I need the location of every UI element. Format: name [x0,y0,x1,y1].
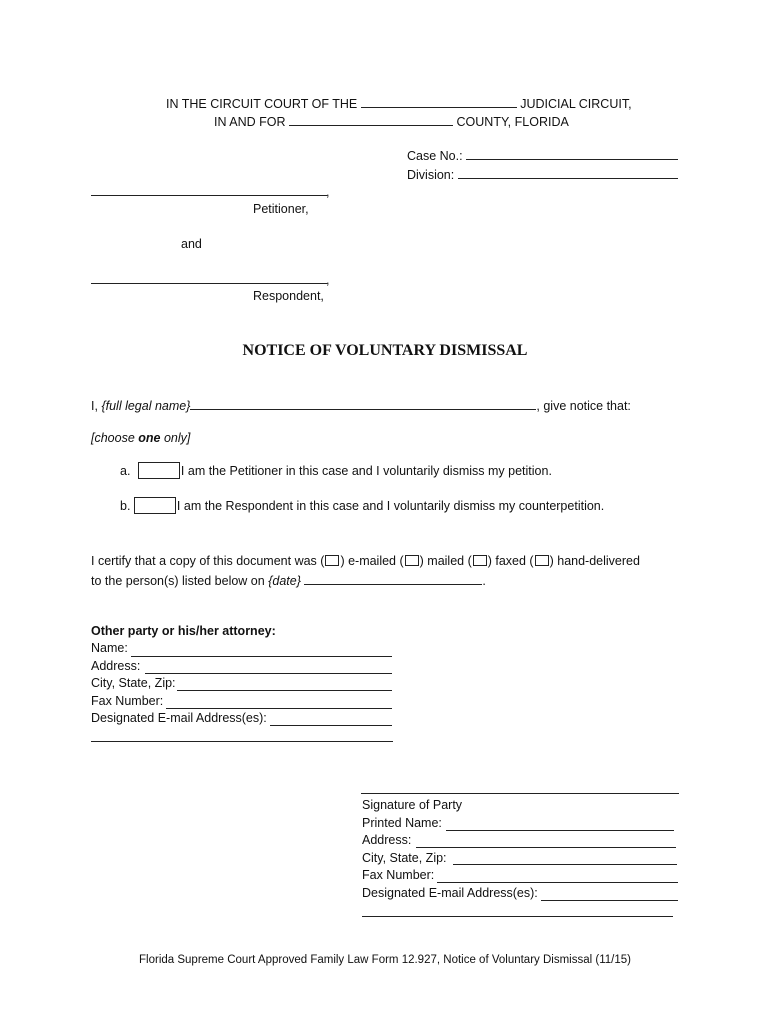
choose-pre: [choose [91,431,135,445]
option-b-letter: b. [120,499,131,513]
choose-bold: one [138,431,161,445]
petitioner-label: Petitioner, [253,202,309,216]
other-fax-field[interactable] [166,708,392,709]
respondent-comma: , [326,273,330,287]
give-notice-text: , give notice that: [536,399,631,413]
full-name-hint: {full legal name} [101,399,191,413]
signature-label: Signature of Party [362,798,463,812]
judicial-circuit-field[interactable] [361,95,517,108]
county-suffix: COUNTY, FLORIDA [456,115,569,129]
date-hint: {date} [268,574,301,588]
case-no-label: Case No.: [407,149,463,163]
certify-date-row [91,572,486,588]
other-name-label: Name: [91,641,128,655]
other-city-field[interactable] [177,690,392,691]
sig-email-field[interactable] [541,900,678,901]
emailed-checkbox[interactable] [325,555,339,566]
i-label: I, [91,399,98,413]
option-b-checkbox[interactable] [134,497,176,514]
petitioner-name-field[interactable] [91,195,327,196]
county-prefix: IN AND FOR [214,115,286,129]
sig-email-label: Designated E-mail Address(es): [362,886,538,900]
faxed-label: ) faxed ( [487,554,534,568]
other-email-extra-field[interactable] [91,741,393,742]
option-a-letter: a. [120,464,131,478]
option-a-row [120,462,552,479]
other-address-label: Address: [91,659,141,673]
division-field[interactable] [458,166,678,179]
faxed-checkbox[interactable] [473,555,487,566]
respondent-label: Respondent, [253,289,324,303]
choose-instruction [91,431,190,445]
choose-post: only] [163,431,191,445]
court-header-line1 [166,95,632,111]
printed-name-field[interactable] [446,830,674,831]
sig-city-label: City, State, Zip: [362,851,447,865]
other-fax-label: Fax Number: [91,694,164,708]
division-row [407,166,678,182]
sig-email-extra-field[interactable] [362,916,673,917]
other-email-label: Designated E-mail Address(es): [91,711,267,725]
court-header-suffix: JUDICIAL CIRCUIT, [520,97,632,111]
case-no-row [407,147,678,163]
other-city-label: City, State, Zip: [91,676,176,690]
case-no-field[interactable] [466,147,678,160]
date-period: . [482,574,486,588]
certify-row [91,554,640,568]
option-a-text: I am the Petitioner in this case and I voluntarily dismiss my petition. [180,464,552,478]
option-b-text: I am the Respondent in this case and I voluntarily dismiss my counterpetition. [176,499,605,513]
other-address-field[interactable] [145,673,392,674]
full-legal-name-field[interactable] [190,397,536,410]
court-header-line2 [214,113,569,129]
other-name-field[interactable] [131,656,392,657]
certify-text: I certify that a copy of this document was ( [91,554,325,568]
emailed-label: ) e-mailed ( [340,554,404,568]
sig-address-field[interactable] [416,847,676,848]
sig-city-field[interactable] [453,864,677,865]
hand-delivered-checkbox[interactable] [535,555,549,566]
mailed-checkbox[interactable] [405,555,419,566]
respondent-name-field[interactable] [91,283,327,284]
sig-fax-label: Fax Number: [362,868,435,882]
option-b-row [120,497,604,514]
and-label: and [181,237,202,251]
hand-delivered-label: ) hand-delivered [549,554,640,568]
certify-line2: to the person(s) listed below on [91,574,265,588]
court-header-prefix: IN THE CIRCUIT COURT OF THE [166,97,358,111]
date-field[interactable] [304,572,482,585]
option-a-checkbox[interactable] [138,462,180,479]
signature-line[interactable] [361,793,679,794]
page-title: NOTICE OF VOLUNTARY DISMISSAL [242,342,528,359]
other-party-heading [91,624,276,638]
petitioner-comma: , [326,185,330,199]
mailed-label: ) mailed ( [419,554,472,568]
sig-fax-field[interactable] [437,882,678,883]
division-label: Division: [407,168,455,182]
sig-address-label: Address: [362,833,412,847]
other-email-field[interactable] [270,725,392,726]
printed-name-label: Printed Name: [362,816,442,830]
other-party-heading-text: Other party or his/her attorney: [91,624,276,638]
footer-text: Florida Supreme Court Approved Family Law Form 12.927, Notice of Voluntary Dismissal (11/15) [139,954,631,966]
notice-row [91,397,631,413]
county-field[interactable] [289,113,453,126]
